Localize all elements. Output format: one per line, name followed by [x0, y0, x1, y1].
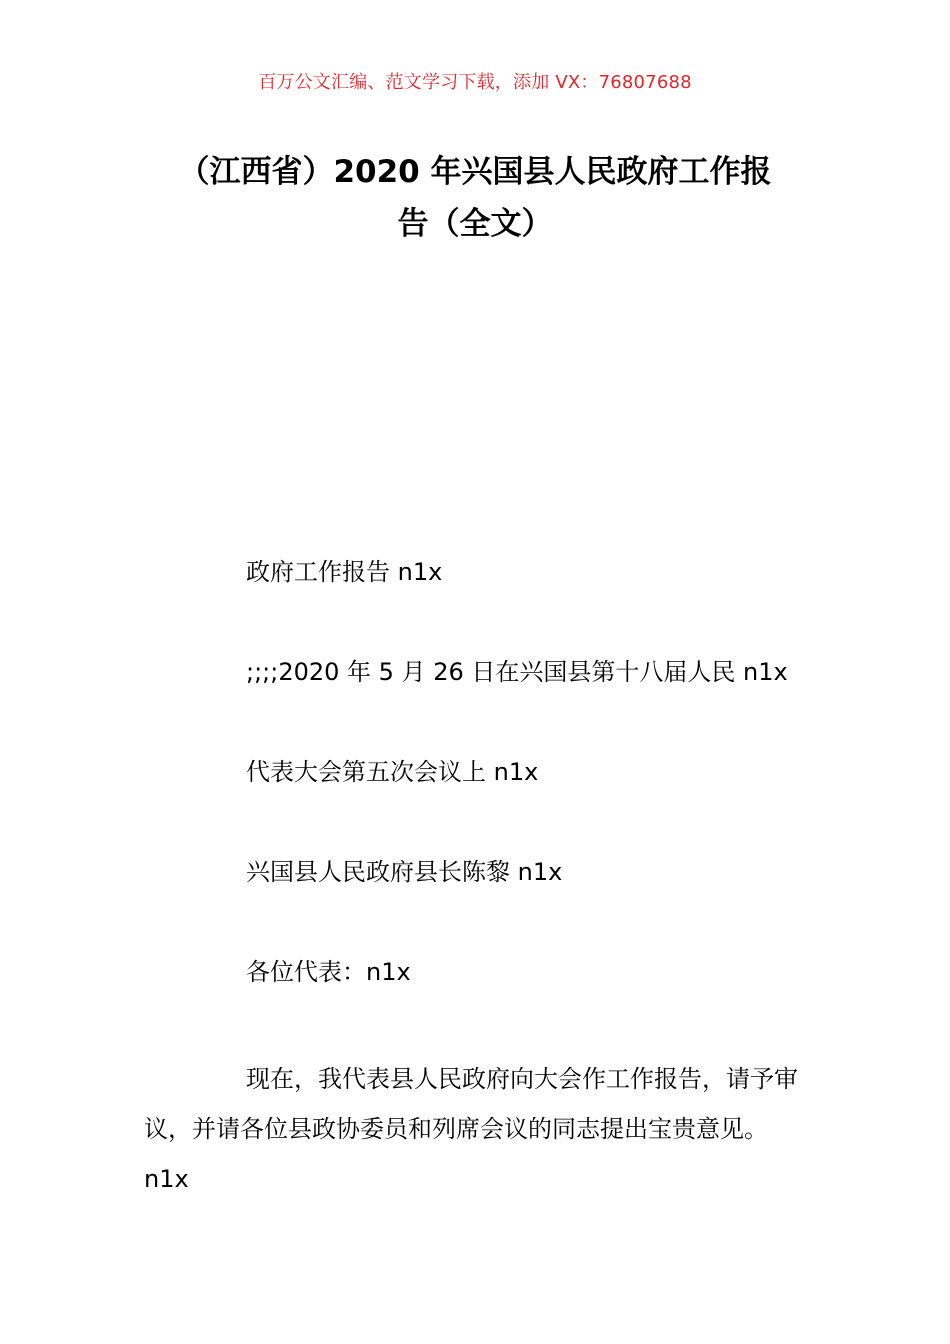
- opening-paragraph: 现在，我代表县人民政府向大会作工作报告，请予审议，并请各位县政协委员和列席会议的同志提出宝贵意见。n1x: [144, 1065, 798, 1193]
- salutation-line: 各位代表：n1x: [246, 958, 411, 986]
- document-title: [120, 146, 830, 250]
- header-contact-note: 百万公文汇编、范文学习下载，添加 VX：76807688: [258, 72, 692, 93]
- meeting-date-line: ;;;;2020 年 5 月 26 日在兴国县第十八届人民 n1x: [246, 658, 788, 686]
- speaker-line: 兴国县人民政府县长陈黎 n1x: [246, 858, 563, 886]
- meeting-session-line: 代表大会第五次会议上 n1x: [246, 758, 539, 786]
- report-label-line: 政府工作报告 n1x: [246, 558, 443, 586]
- document-title-line-2: 告（全文）: [397, 206, 553, 242]
- document-title-line-1: （江西省）2020 年兴国县人民政府工作报: [178, 154, 772, 190]
